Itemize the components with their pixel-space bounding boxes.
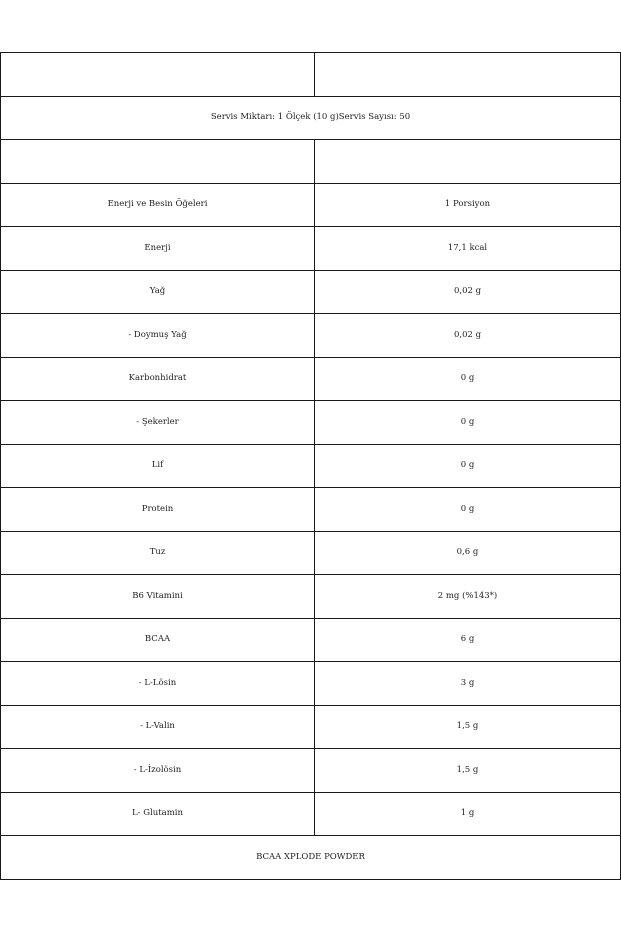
nutrient-label: Tuz <box>1 531 315 575</box>
nutrient-label: Yağ <box>1 270 315 314</box>
nutrient-value: 0 g <box>315 401 621 445</box>
table-row <box>1 488 621 532</box>
empty-cell <box>315 140 621 184</box>
empty-cell <box>1 140 315 184</box>
header-label: Enerji ve Besin Öğeleri <box>1 183 315 227</box>
nutrient-value: 0 g <box>315 444 621 488</box>
table-row <box>1 314 621 358</box>
product-name: BCAA XPLODE POWDER <box>1 836 621 880</box>
nutrient-value: 17,1 kcal <box>315 227 621 271</box>
table-row <box>1 357 621 401</box>
nutrient-label: Enerji <box>1 227 315 271</box>
serving-info: Servis Miktarı: 1 Ölçek (10 g)Servis Sayısı: 50 <box>1 96 621 140</box>
table-row <box>1 792 621 836</box>
nutrition-table <box>0 52 621 880</box>
header-value: 1 Porsiyon <box>315 183 621 227</box>
nutrient-label: L- Glutamin <box>1 792 315 836</box>
nutrient-value: 0 g <box>315 357 621 401</box>
nutrient-label: - L-İzolösin <box>1 749 315 793</box>
table-row <box>1 705 621 749</box>
table-row <box>1 531 621 575</box>
empty-row <box>1 140 621 184</box>
nutrient-value: 1 g <box>315 792 621 836</box>
nutrient-value: 0,6 g <box>315 531 621 575</box>
nutrient-value: 6 g <box>315 618 621 662</box>
nutrient-value: 1,5 g <box>315 705 621 749</box>
empty-cell <box>315 53 621 97</box>
nutrient-label: Karbonhidrat <box>1 357 315 401</box>
footer-row <box>1 836 621 880</box>
nutrient-label: - Doymuş Yağ <box>1 314 315 358</box>
table-row <box>1 662 621 706</box>
nutrient-label: Protein <box>1 488 315 532</box>
nutrient-label: B6 Vitamini <box>1 575 315 619</box>
nutrient-value: 0 g <box>315 488 621 532</box>
empty-cell <box>1 53 315 97</box>
nutrient-label: BCAA <box>1 618 315 662</box>
nutrient-value: 0,02 g <box>315 314 621 358</box>
nutrient-value: 2 mg (%143*) <box>315 575 621 619</box>
table-row <box>1 749 621 793</box>
table-row <box>1 575 621 619</box>
nutrient-label: Lif <box>1 444 315 488</box>
nutrient-label: - L-Lösin <box>1 662 315 706</box>
nutrient-value: 0,02 g <box>315 270 621 314</box>
table-row <box>1 618 621 662</box>
nutrient-value: 1,5 g <box>315 749 621 793</box>
serving-row <box>1 96 621 140</box>
table-row <box>1 270 621 314</box>
nutrient-value: 3 g <box>315 662 621 706</box>
table-row <box>1 444 621 488</box>
header-row <box>1 183 621 227</box>
table-row <box>1 401 621 445</box>
nutrient-label: - Şekerler <box>1 401 315 445</box>
table-row <box>1 227 621 271</box>
nutrient-label: - L-Valin <box>1 705 315 749</box>
empty-row <box>1 53 621 97</box>
